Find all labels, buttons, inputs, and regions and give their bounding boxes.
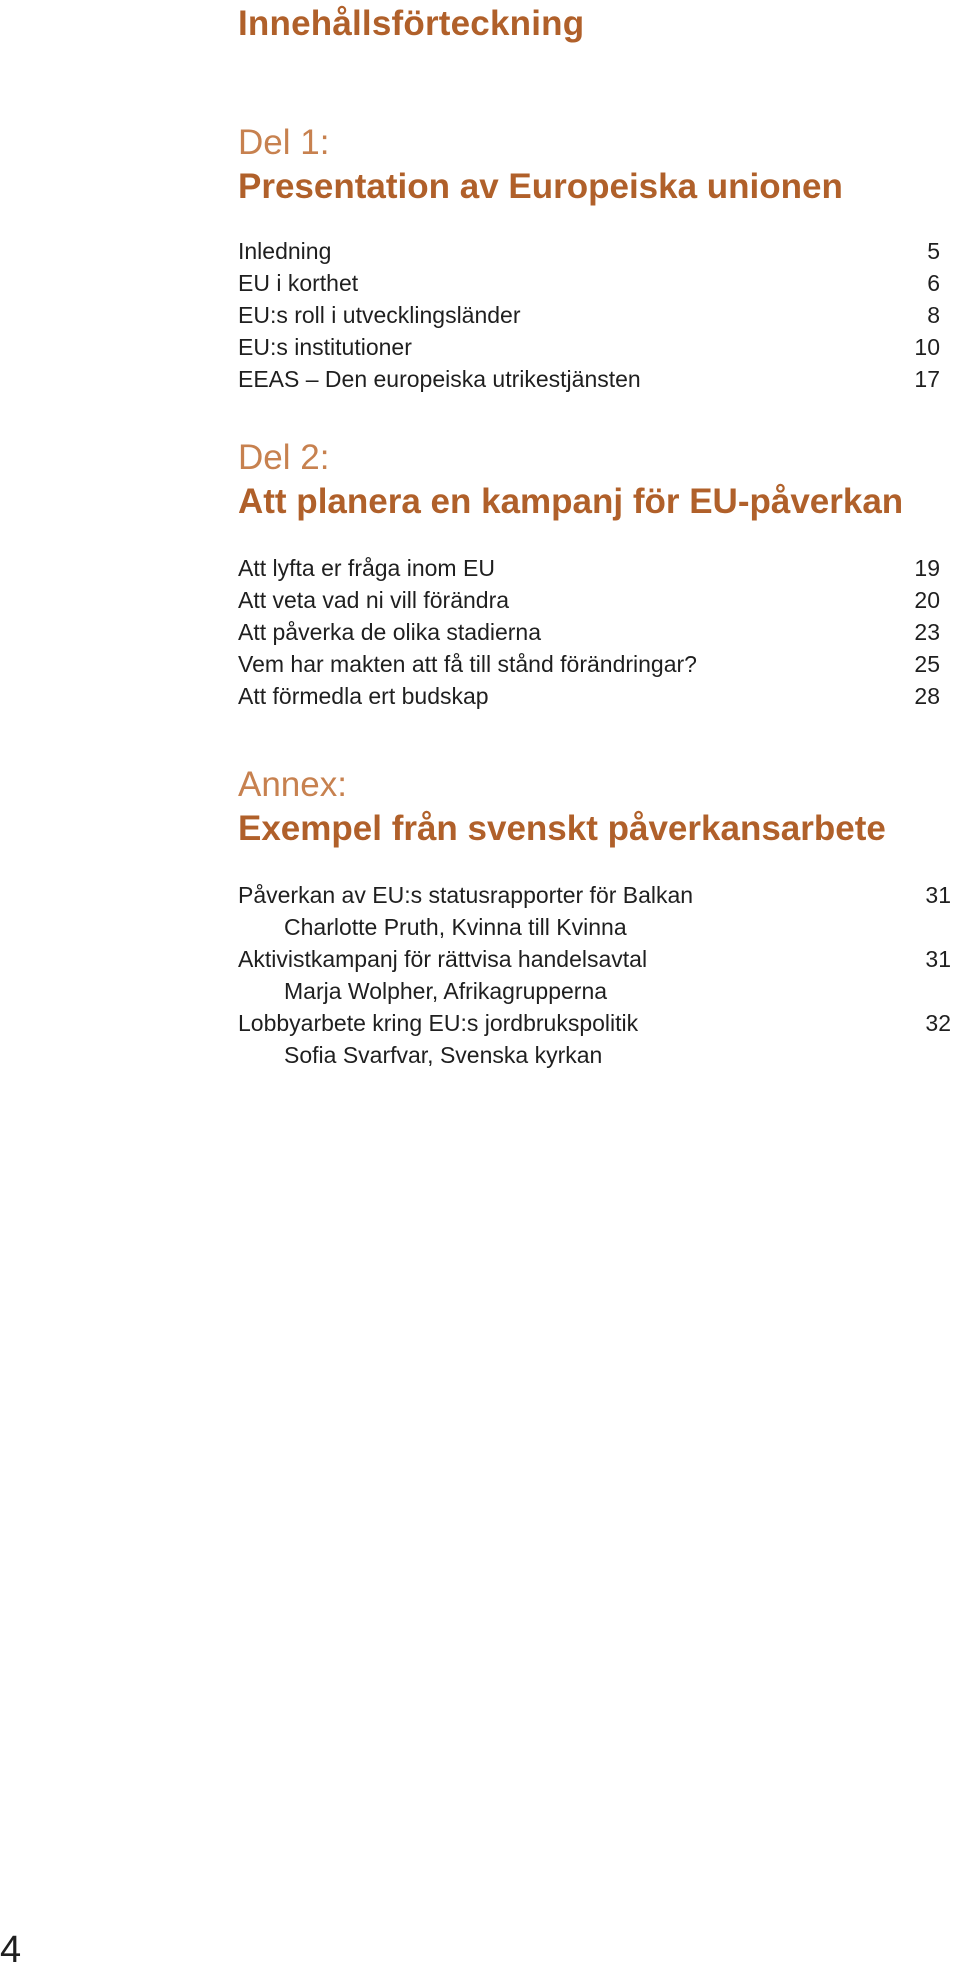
toc-entry[interactable]: [238, 584, 940, 616]
toc-entry[interactable]: [238, 363, 940, 395]
toc-section-part-1: [238, 123, 940, 395]
toc-entry[interactable]: [238, 299, 940, 331]
toc-page-number: 31: [925, 946, 951, 972]
toc-entry-list: [238, 879, 951, 1071]
toc-entry-list: [238, 235, 940, 395]
toc-page-number: 28: [914, 683, 940, 709]
section-title: Exempel från svenskt påverkansarbete: [238, 809, 886, 848]
toc-entry-text: Lobbyarbete kring EU:s jordbrukspolitik: [238, 1010, 639, 1036]
toc-entry-text: Inledning: [238, 238, 332, 264]
toc-entry-text: Att veta vad ni vill förändra: [238, 587, 510, 613]
toc-entry[interactable]: [238, 879, 951, 943]
toc-entry-text: Att påverka de olika stadierna: [238, 619, 542, 645]
toc-page-number: 6: [927, 270, 940, 296]
toc-entry[interactable]: [238, 943, 951, 1007]
toc-page-number: 32: [925, 1010, 951, 1036]
section-title: Presentation av Europeiska unionen: [238, 167, 843, 206]
toc-page-number: 23: [914, 619, 940, 645]
toc-entry[interactable]: [238, 648, 940, 680]
toc-entry[interactable]: [238, 1007, 951, 1071]
toc-entry-text: EEAS – Den europeiska utrikestjänsten: [238, 366, 641, 392]
section-label: Annex:: [238, 765, 347, 804]
section-label: Del 2:: [238, 438, 330, 477]
section-label: Del 1:: [238, 123, 330, 162]
toc-entry[interactable]: [238, 552, 940, 584]
toc-entry[interactable]: [238, 616, 940, 648]
toc-page-number: 19: [914, 555, 940, 581]
toc-page-number: 8: [927, 302, 940, 328]
toc-page-number: 17: [914, 366, 940, 392]
page-number-folio: 4: [0, 1929, 22, 1971]
toc-entry-text: EU:s institutioner: [238, 334, 412, 360]
toc-entry[interactable]: [238, 331, 940, 363]
toc-entry-text: EU i korthet: [238, 270, 359, 296]
toc-entry-text: Att lyfta er fråga inom EU: [238, 555, 495, 581]
toc-entry-text: Påverkan av EU:s statusrapporter för Balkan: [238, 882, 694, 908]
toc-entry-text: Aktivistkampanj för rättvisa handelsavtal: [238, 946, 648, 972]
toc-entry[interactable]: [238, 680, 940, 712]
toc-entry-text: Vem har makten att få till stånd förändringar?: [238, 651, 697, 677]
page-title: Innehållsförteckning: [238, 4, 585, 43]
toc-entry[interactable]: [238, 267, 940, 299]
toc-entry-text: Att förmedla ert budskap: [238, 683, 489, 709]
toc-entry-author: Marja Wolpher, Afrikagrupperna: [284, 978, 608, 1004]
toc-page-number: 5: [927, 238, 940, 264]
toc-entry[interactable]: [238, 235, 940, 267]
toc-section-annex: [238, 765, 951, 1071]
section-title: Att planera en kampanj för EU-påverkan: [238, 482, 904, 521]
toc-entry-author: Sofia Svarfvar, Svenska kyrkan: [284, 1042, 603, 1068]
toc-page-number: 31: [925, 882, 951, 908]
toc-page-number: 10: [914, 334, 940, 360]
toc-section-part-2: [238, 438, 940, 712]
toc-page-number: 25: [914, 651, 940, 677]
toc-page-number: 20: [914, 587, 940, 613]
toc-entry-text: EU:s roll i utvecklingsländer: [238, 302, 521, 328]
toc-entry-author: Charlotte Pruth, Kvinna till Kvinna: [284, 914, 627, 940]
toc-entry-list: [238, 552, 940, 712]
